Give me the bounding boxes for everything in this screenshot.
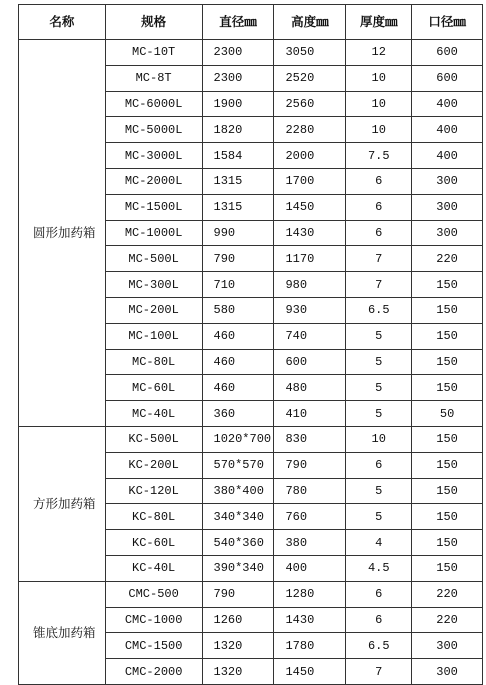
outlet-cell: 220 xyxy=(412,607,483,633)
outlet-cell: 150 xyxy=(412,504,483,530)
height-cell: 790 xyxy=(274,452,346,478)
height-cell: 2520 xyxy=(274,65,346,91)
diameter-cell: 2300 xyxy=(202,40,274,66)
header-thickness: 厚度㎜ xyxy=(346,5,412,40)
table-body xyxy=(19,40,483,685)
diameter-cell: 990 xyxy=(202,220,274,246)
height-cell: 1450 xyxy=(274,659,346,685)
outlet-cell: 150 xyxy=(412,555,483,581)
spec-cell: CMC-1000 xyxy=(105,607,202,633)
spec-cell: KC-120L xyxy=(105,478,202,504)
thickness-cell: 6 xyxy=(346,168,412,194)
thickness-cell: 4.5 xyxy=(346,555,412,581)
spec-cell: MC-3000L xyxy=(105,143,202,169)
spec-cell: MC-10T xyxy=(105,40,202,66)
outlet-cell: 220 xyxy=(412,581,483,607)
header-height: 高度㎜ xyxy=(274,5,346,40)
header-diameter: 直径㎜ xyxy=(202,5,274,40)
header-outlet: 口径㎜ xyxy=(412,5,483,40)
thickness-cell: 5 xyxy=(346,375,412,401)
thickness-cell: 10 xyxy=(346,426,412,452)
thickness-cell: 7 xyxy=(346,272,412,298)
thickness-cell: 7 xyxy=(346,246,412,272)
height-cell: 380 xyxy=(274,530,346,556)
spec-cell: MC-80L xyxy=(105,349,202,375)
height-cell: 830 xyxy=(274,426,346,452)
thickness-cell: 10 xyxy=(346,65,412,91)
thickness-cell: 6 xyxy=(346,607,412,633)
spec-cell: MC-300L xyxy=(105,272,202,298)
spec-cell: MC-200L xyxy=(105,297,202,323)
table-row xyxy=(19,426,483,452)
outlet-cell: 150 xyxy=(412,452,483,478)
outlet-cell: 300 xyxy=(412,194,483,220)
spec-cell: MC-8T xyxy=(105,65,202,91)
spec-cell: MC-6000L xyxy=(105,91,202,117)
diameter-cell: 390*340 xyxy=(202,555,274,581)
height-cell: 780 xyxy=(274,478,346,504)
height-cell: 1280 xyxy=(274,581,346,607)
outlet-cell: 220 xyxy=(412,246,483,272)
outlet-cell: 300 xyxy=(412,220,483,246)
diameter-cell: 1900 xyxy=(202,91,274,117)
spec-cell: MC-5000L xyxy=(105,117,202,143)
thickness-cell: 6 xyxy=(346,220,412,246)
outlet-cell: 150 xyxy=(412,349,483,375)
diameter-cell: 1020*700 xyxy=(202,426,274,452)
category-cell: 方形加药箱 xyxy=(19,426,106,581)
diameter-cell: 1584 xyxy=(202,143,274,169)
spec-cell: MC-500L xyxy=(105,246,202,272)
thickness-cell: 4 xyxy=(346,530,412,556)
diameter-cell: 340*340 xyxy=(202,504,274,530)
thickness-cell: 5 xyxy=(346,401,412,427)
outlet-cell: 300 xyxy=(412,633,483,659)
thickness-cell: 10 xyxy=(346,117,412,143)
diameter-cell: 380*400 xyxy=(202,478,274,504)
height-cell: 1430 xyxy=(274,607,346,633)
diameter-cell: 1260 xyxy=(202,607,274,633)
thickness-cell: 6 xyxy=(346,452,412,478)
diameter-cell: 1315 xyxy=(202,168,274,194)
height-cell: 1170 xyxy=(274,246,346,272)
height-cell: 2280 xyxy=(274,117,346,143)
diameter-cell: 570*570 xyxy=(202,452,274,478)
table-row xyxy=(19,40,483,66)
spec-table xyxy=(18,4,483,685)
diameter-cell: 460 xyxy=(202,375,274,401)
outlet-cell: 400 xyxy=(412,117,483,143)
diameter-cell: 1320 xyxy=(202,633,274,659)
thickness-cell: 7 xyxy=(346,659,412,685)
height-cell: 480 xyxy=(274,375,346,401)
diameter-cell: 710 xyxy=(202,272,274,298)
height-cell: 2000 xyxy=(274,143,346,169)
outlet-cell: 150 xyxy=(412,272,483,298)
outlet-cell: 150 xyxy=(412,478,483,504)
outlet-cell: 300 xyxy=(412,659,483,685)
spec-cell: CMC-500 xyxy=(105,581,202,607)
spec-cell: CMC-1500 xyxy=(105,633,202,659)
height-cell: 2560 xyxy=(274,91,346,117)
height-cell: 3050 xyxy=(274,40,346,66)
header-row xyxy=(19,5,483,40)
table-header xyxy=(19,5,483,40)
height-cell: 400 xyxy=(274,555,346,581)
thickness-cell: 5 xyxy=(346,323,412,349)
height-cell: 1780 xyxy=(274,633,346,659)
height-cell: 980 xyxy=(274,272,346,298)
outlet-cell: 150 xyxy=(412,375,483,401)
outlet-cell: 150 xyxy=(412,530,483,556)
thickness-cell: 6.5 xyxy=(346,633,412,659)
height-cell: 1700 xyxy=(274,168,346,194)
category-cell: 圆形加药箱 xyxy=(19,40,106,427)
diameter-cell: 580 xyxy=(202,297,274,323)
height-cell: 600 xyxy=(274,349,346,375)
height-cell: 760 xyxy=(274,504,346,530)
header-name: 名称 xyxy=(19,5,106,40)
spec-cell: MC-40L xyxy=(105,401,202,427)
outlet-cell: 150 xyxy=(412,426,483,452)
outlet-cell: 150 xyxy=(412,297,483,323)
diameter-cell: 790 xyxy=(202,246,274,272)
spec-cell: KC-40L xyxy=(105,555,202,581)
spec-cell: CMC-2000 xyxy=(105,659,202,685)
spec-cell: MC-100L xyxy=(105,323,202,349)
thickness-cell: 5 xyxy=(346,504,412,530)
outlet-cell: 300 xyxy=(412,168,483,194)
thickness-cell: 5 xyxy=(346,478,412,504)
category-cell: 锥底加药箱 xyxy=(19,581,106,684)
thickness-cell: 5 xyxy=(346,349,412,375)
outlet-cell: 400 xyxy=(412,143,483,169)
diameter-cell: 540*360 xyxy=(202,530,274,556)
thickness-cell: 6.5 xyxy=(346,297,412,323)
thickness-cell: 6 xyxy=(346,194,412,220)
outlet-cell: 400 xyxy=(412,91,483,117)
spec-cell: KC-60L xyxy=(105,530,202,556)
diameter-cell: 360 xyxy=(202,401,274,427)
thickness-cell: 10 xyxy=(346,91,412,117)
diameter-cell: 1320 xyxy=(202,659,274,685)
spec-cell: MC-2000L xyxy=(105,168,202,194)
spec-cell: MC-60L xyxy=(105,375,202,401)
diameter-cell: 460 xyxy=(202,323,274,349)
outlet-cell: 600 xyxy=(412,65,483,91)
height-cell: 930 xyxy=(274,297,346,323)
outlet-cell: 600 xyxy=(412,40,483,66)
height-cell: 740 xyxy=(274,323,346,349)
spec-cell: KC-500L xyxy=(105,426,202,452)
spec-cell: MC-1500L xyxy=(105,194,202,220)
spec-cell: MC-1000L xyxy=(105,220,202,246)
diameter-cell: 460 xyxy=(202,349,274,375)
height-cell: 1450 xyxy=(274,194,346,220)
height-cell: 410 xyxy=(274,401,346,427)
spec-cell: KC-200L xyxy=(105,452,202,478)
outlet-cell: 50 xyxy=(412,401,483,427)
diameter-cell: 790 xyxy=(202,581,274,607)
diameter-cell: 2300 xyxy=(202,65,274,91)
height-cell: 1430 xyxy=(274,220,346,246)
table-row xyxy=(19,581,483,607)
header-spec: 规格 xyxy=(105,5,202,40)
thickness-cell: 6 xyxy=(346,581,412,607)
diameter-cell: 1820 xyxy=(202,117,274,143)
thickness-cell: 7.5 xyxy=(346,143,412,169)
spec-cell: KC-80L xyxy=(105,504,202,530)
diameter-cell: 1315 xyxy=(202,194,274,220)
outlet-cell: 150 xyxy=(412,323,483,349)
thickness-cell: 12 xyxy=(346,40,412,66)
